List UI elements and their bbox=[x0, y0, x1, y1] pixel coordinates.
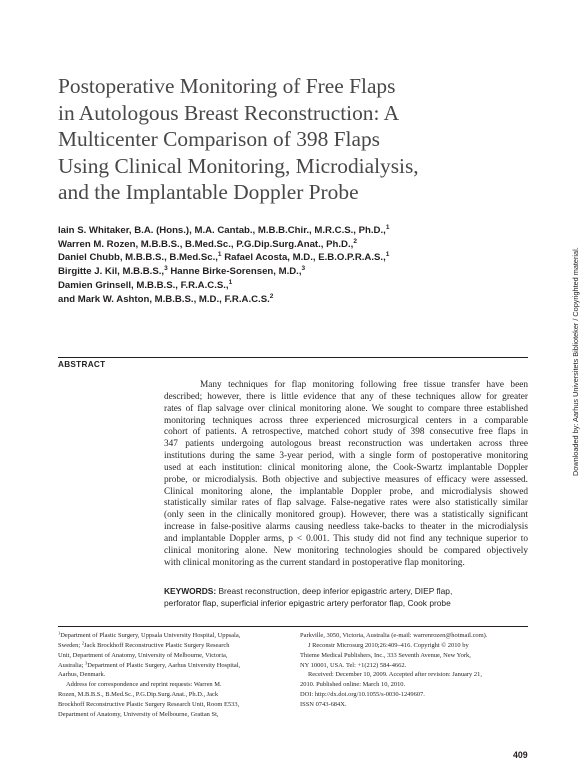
abstract-line: (only seen in the clinically monitored group). However, there was a statistically significant bbox=[164, 510, 528, 521]
title-line: in Autologous Breast Reconstruction: A bbox=[58, 100, 400, 125]
title-line: Using Clinical Monitoring, Microdialysis, bbox=[58, 153, 419, 178]
article-title bbox=[58, 73, 528, 206]
author-line bbox=[58, 279, 528, 293]
affiliation-marker: 1 bbox=[385, 251, 390, 259]
abstract-divider bbox=[58, 357, 528, 358]
footnote-line: Received: December 10, 2009. Accepted after revision: January 21, bbox=[308, 671, 482, 679]
footnote-text: Sweden; bbox=[58, 641, 82, 649]
footnote-text: Jack Brockhoff Reconstructive Plastic Surgery Research bbox=[84, 641, 230, 649]
footnote-line: J Reconstr Microsurg 2010;26:409–416. Copyright © 2010 by bbox=[308, 641, 469, 649]
abstract-line: probe, or microdialysis. Both objective and subjective measures of efficacy were assessed. bbox=[164, 474, 528, 485]
footnote-line: Thieme Medical Publishers, Inc., 333 Seventh Avenue, New York, bbox=[300, 651, 471, 659]
keywords-text: Breast reconstruction, deep inferior epigastric artery, DIEP flap, bbox=[218, 586, 453, 596]
abstract-heading: ABSTRACT bbox=[58, 360, 106, 369]
affiliation-marker: 1 bbox=[217, 251, 222, 259]
abstract-line: clinical monitoring alone. New monitoring technologies should be compared objectively bbox=[164, 545, 528, 556]
affiliation-marker: 3 bbox=[164, 265, 168, 273]
author-name: Daniel Chubb, M.B.B.S., B.Med.Sc., bbox=[58, 252, 218, 264]
author-line bbox=[58, 293, 528, 307]
affiliation-marker: 1 bbox=[385, 224, 390, 231]
author-name: Warren M. Rozen, M.B.B.S., B.Med.Sc., P.G.Dip.Surg.Anat., Ph.D., bbox=[58, 238, 354, 250]
affiliation-marker: 2 bbox=[353, 237, 357, 245]
title-line: and the Implantable Doppler Probe bbox=[58, 180, 359, 204]
footnote-left-column bbox=[58, 631, 286, 720]
author-name: Rafael Acosta, M.D., E.B.O.P.R.A.S., bbox=[221, 252, 386, 264]
author-line bbox=[58, 265, 528, 279]
footnote-line: NY 10001, USA. Tel: +1(212) 584-4662. bbox=[300, 661, 407, 669]
footnote-right-column bbox=[300, 631, 528, 710]
author-line bbox=[58, 251, 528, 265]
abstract-line: monitoring techniques across three experienced microsurgical centers in a comparable bbox=[164, 415, 528, 426]
author-name: Damien Grinsell, M.B.B.S., F.R.A.C.S., bbox=[58, 279, 229, 291]
abstract-line: cohort of patients. A retrospective, matched cohort study of 398 consecutive free flaps in bbox=[164, 427, 528, 438]
footnote-line: Address for correspondence and reprint requests: Warren M. bbox=[66, 681, 222, 689]
footnote-line: Brockhoff Reconstructive Plastic Surgery Research Unit, Room E533, bbox=[58, 700, 240, 708]
author-line bbox=[58, 224, 528, 238]
footnote-divider bbox=[58, 626, 528, 627]
affiliation-marker: 3 bbox=[301, 265, 306, 273]
author-name: Birgitte J. Kil, M.B.B.S., bbox=[58, 266, 165, 278]
footnote-line bbox=[58, 661, 286, 671]
abstract-line: with clinical monitoring as the current standard in postoperative flap monitoring. bbox=[164, 557, 465, 568]
footnote-line: Parkville, 3050, Victoria, Australia (e-mail: warrenrozen@hotmail.com). bbox=[300, 632, 488, 639]
abstract-line: statistically similar rates of flap salvage. False-negative rates were also statistically similar bbox=[164, 498, 528, 509]
title-line: Multicenter Comparison of 398 Flaps bbox=[58, 127, 381, 151]
footnote-text: Department of Plastic Surgery, Aarhus University Hospital, bbox=[87, 661, 241, 669]
footnote-line: Unit, Department of Anatomy, University of Melbourne, Victoria, bbox=[58, 651, 228, 659]
author-name: Iain S. Whitaker, B.A. (Hons.), M.A. Cantab., M.B.B.Chir., M.R.C.S., Ph.D., bbox=[58, 225, 386, 236]
author-name: Hanne Birke-Sorensen, M.D., bbox=[167, 266, 302, 278]
keywords-text: perforator flap, superficial inferior epigastric artery perforator flap, Cook probe bbox=[164, 598, 451, 608]
keywords-line bbox=[164, 585, 528, 597]
author-name: and Mark W. Ashton, M.B.B.S., M.D., F.R.A.C.S. bbox=[58, 293, 270, 305]
abstract-line: rates of flap salvage over clinical monitoring alone. We sought to compare three established bbox=[164, 403, 528, 414]
footnote-line: Aarhus, Denmark. bbox=[58, 671, 106, 679]
page-number: 409 bbox=[513, 750, 528, 760]
affiliation-marker: 3 bbox=[85, 660, 88, 666]
footnote-text: Department of Plastic Surgery, Uppsala University Hospital, Uppsala, bbox=[60, 632, 241, 639]
footnote-line: Department of Anatomy, University of Melbourne, Grattan St, bbox=[58, 710, 219, 718]
footnote-line: 2010. Published online: March 10, 2010. bbox=[300, 681, 406, 689]
abstract-line: increase in false-positive alarms causing needless take-backs to theater in the microdialysis bbox=[164, 522, 528, 533]
footnote-line: ISSN 0743-684X. bbox=[300, 700, 347, 708]
abstract-line: described; however, there is little evidence that any of these techniques allow for greater bbox=[164, 391, 528, 402]
abstract-line: institutions during the same 3-year period, with a single form of postoperative monitoring bbox=[164, 451, 528, 462]
keywords bbox=[164, 585, 528, 609]
footnote-line: DOI: http://dx.doi.org/10.1055/s-0030-1249607. bbox=[300, 691, 425, 699]
footnote-line bbox=[58, 631, 286, 641]
download-watermark: Downloaded by: Aarhus Universitets Biblioteker / Copyrighted material. bbox=[571, 247, 580, 477]
affiliation-marker: 1 bbox=[228, 278, 233, 286]
abstract-line: Many techniques for flap monitoring following free tissue transfer have been bbox=[200, 380, 528, 390]
abstract-line: 347 patients undergoing autologous breast reconstruction was undertaken across three bbox=[164, 439, 528, 450]
abstract-line: Clinical monitoring alone, the implantable Doppler probe, and microdialysis showed bbox=[164, 486, 528, 497]
affiliation-marker: 2 bbox=[81, 640, 85, 646]
title-line: Postoperative Monitoring of Free Flaps bbox=[58, 74, 396, 98]
affiliation-marker: 1 bbox=[58, 630, 61, 636]
author-list bbox=[58, 224, 528, 306]
author-line bbox=[58, 238, 528, 252]
abstract-line: used at each institution: clinical monitoring alone, the Cook-Swartz implantable Doppler bbox=[164, 462, 528, 473]
footnote-line: Rozen, M.B.B.S., B.Med.Sc., P.G.Dip.Surg.Anat., Ph.D., Jack bbox=[58, 691, 219, 699]
footnote-line bbox=[58, 641, 286, 651]
abstract-line: and implantable Doppler arms, p < 0.001. This study did not find any technique superior to bbox=[164, 533, 528, 544]
keywords-label: KEYWORDS: bbox=[164, 586, 217, 596]
abstract-text bbox=[164, 380, 528, 570]
affiliation-marker: 2 bbox=[269, 292, 274, 300]
footnote-text: Australia; bbox=[58, 661, 85, 669]
